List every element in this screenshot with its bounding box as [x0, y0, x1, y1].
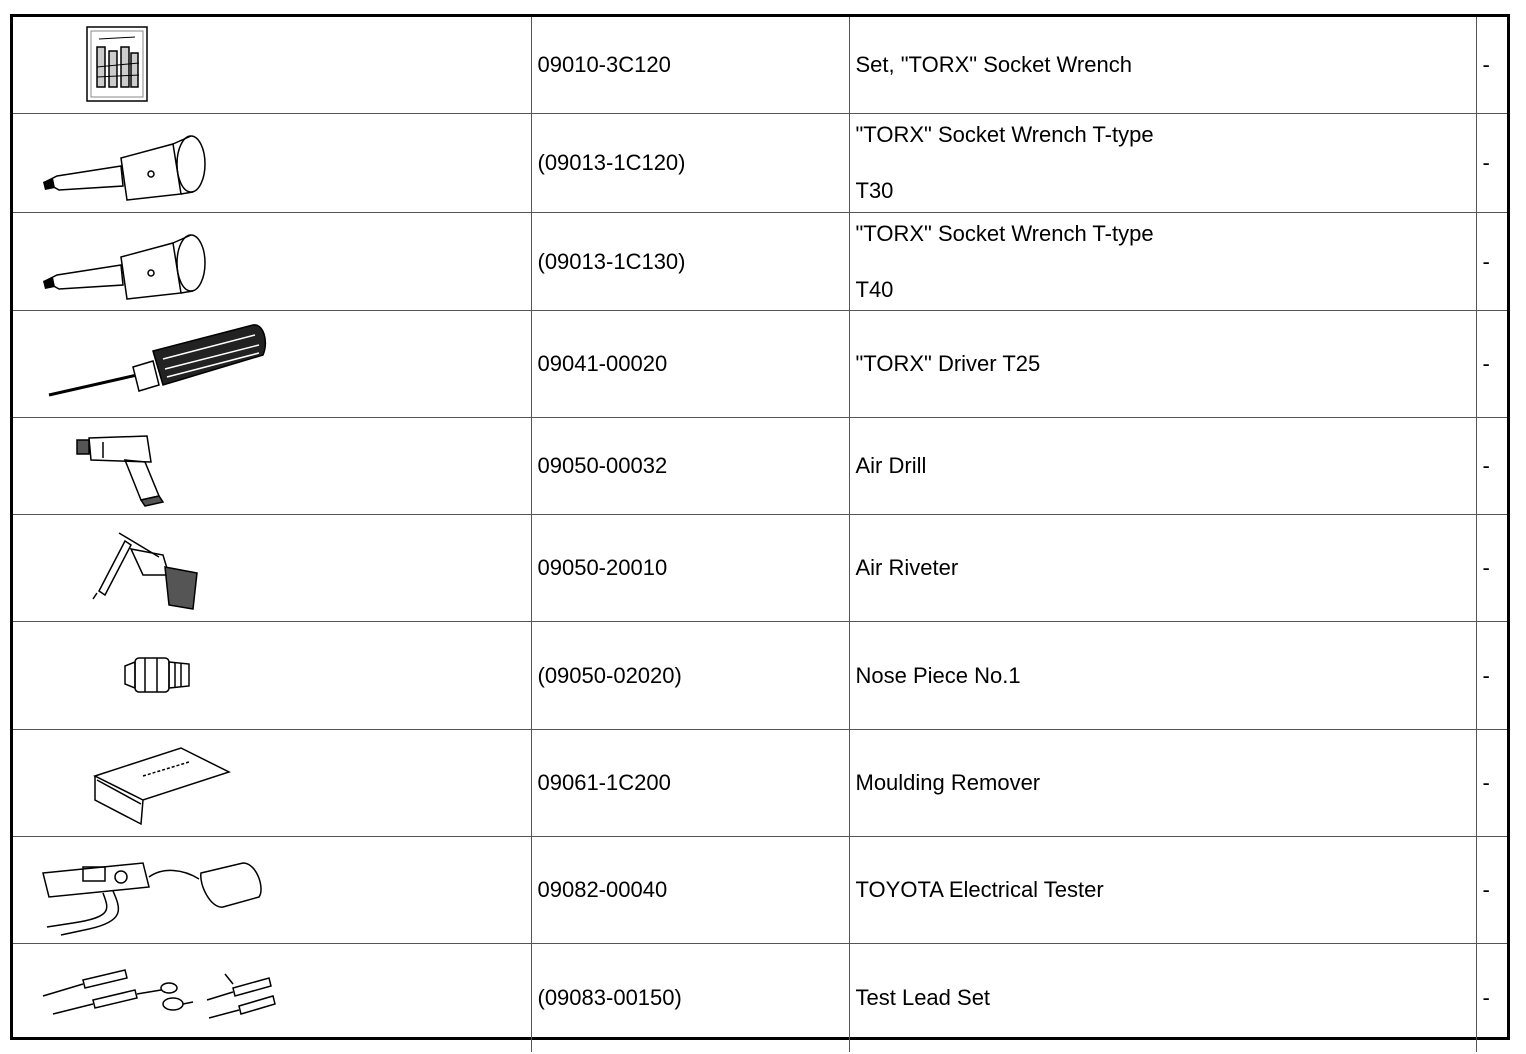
tool-name [849, 837, 1476, 944]
tool-name [849, 311, 1476, 418]
tool-name [849, 515, 1476, 622]
tool-name [849, 418, 1476, 515]
part-number: (09013-1C130) [531, 213, 849, 311]
tool-name [849, 213, 1476, 311]
table-row [13, 837, 1507, 944]
tool-note: - [1476, 622, 1507, 730]
part-number: 09082-00040 [531, 837, 849, 944]
tool-name-text: Air Riveter [855, 555, 959, 580]
tool-name [849, 114, 1476, 213]
nose-piece-icon [13, 622, 531, 729]
tool-name-text: TOYOTA Electrical Tester [855, 877, 1104, 902]
table-row [13, 515, 1507, 622]
tool-size-text: T30 [855, 178, 894, 203]
tool-size-text: T40 [855, 276, 894, 302]
tool-illustration-cell [13, 515, 531, 622]
table-row [13, 944, 1507, 1053]
part-number: 09010-3C120 [531, 17, 849, 114]
tool-note: - [1476, 515, 1507, 622]
table-row [13, 730, 1507, 837]
torx-socket-wrench-icon [13, 213, 531, 310]
moulding-remover-icon [13, 730, 531, 836]
tool-illustration-cell [13, 311, 531, 418]
table-row [13, 17, 1507, 114]
tool-name-text: "TORX" Socket Wrench T-type [855, 220, 1154, 246]
tool-note: - [1476, 837, 1507, 944]
table-row [13, 418, 1507, 515]
tool-name-text: Set, "TORX" Socket Wrench [855, 52, 1132, 77]
tool-note: - [1476, 114, 1507, 213]
tool-note: - [1476, 17, 1507, 114]
tool-name-text: Test Lead Set [855, 985, 991, 1010]
tool-illustration-cell [13, 622, 531, 730]
torx-socket-wrench-icon [13, 114, 531, 212]
tool-illustration-cell [13, 730, 531, 837]
tool-illustration-cell [13, 418, 531, 515]
tool-note: - [1476, 944, 1507, 1053]
table-row [13, 311, 1507, 418]
table-row [13, 213, 1507, 311]
part-number: 09050-20010 [531, 515, 849, 622]
tool-illustration-cell [13, 114, 531, 213]
tool-name-text: "TORX" Driver T25 [855, 351, 1041, 376]
tool-name-text: Nose Piece No.1 [855, 662, 1021, 688]
electrical-tester-icon [13, 837, 531, 943]
special-tools-table [10, 14, 1510, 1040]
part-number: 09041-00020 [531, 311, 849, 418]
air-riveter-icon [13, 515, 531, 621]
tool-name [849, 944, 1476, 1053]
table-row [13, 114, 1507, 213]
tool-name-text: Moulding Remover [855, 770, 1041, 795]
part-number: (09013-1C120) [531, 114, 849, 213]
tool-illustration-cell [13, 944, 531, 1053]
table-row [13, 622, 1507, 730]
part-number: (09050-02020) [531, 622, 849, 730]
part-number: (09083-00150) [531, 944, 849, 1053]
test-lead-set-icon [13, 944, 531, 1052]
torx-socket-set-icon [13, 17, 531, 113]
tool-illustration-cell [13, 837, 531, 944]
air-drill-icon [13, 418, 531, 514]
tool-illustration-cell [13, 213, 531, 311]
tool-name [849, 17, 1476, 114]
tool-name-text: "TORX" Socket Wrench T-type [855, 122, 1154, 147]
tool-name [849, 622, 1476, 730]
tool-note: - [1476, 213, 1507, 311]
part-number: 09061-1C200 [531, 730, 849, 837]
tool-note: - [1476, 311, 1507, 418]
tool-note: - [1476, 730, 1507, 837]
tool-illustration-cell [13, 17, 531, 114]
tool-name-text: Air Drill [855, 453, 927, 478]
torx-driver-icon [13, 311, 531, 417]
tool-name [849, 730, 1476, 837]
tool-note: - [1476, 418, 1507, 515]
part-number: 09050-00032 [531, 418, 849, 515]
